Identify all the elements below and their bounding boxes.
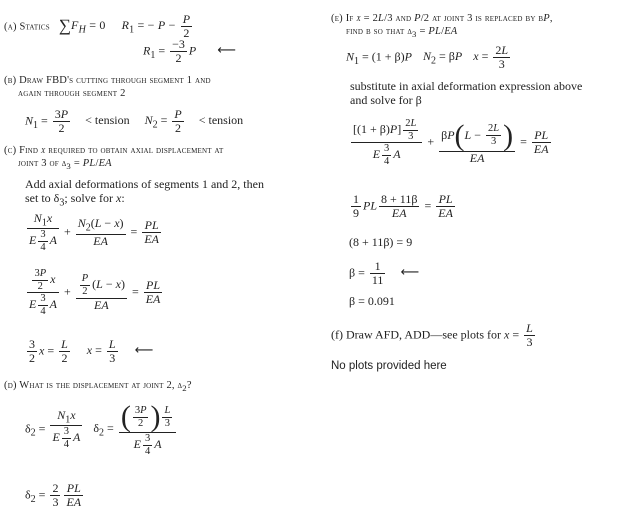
section-c-text-1: Add axial deformations of segments 1 and 2, then	[25, 177, 264, 191]
section-a-result: $R_1$ = $\frac{-3}{2}$ P ⟵	[143, 37, 236, 66]
section-e-text-2: and solve for β	[350, 93, 422, 107]
left-arrow-icon: ⟵	[217, 43, 236, 59]
section-c-eq-2: $\frac{3P}{2}$ x E $\frac{3}{4}$ A + $\frac{P}{2}$ (L − x) EA = $\frac{PL}{EA}$	[29, 268, 161, 317]
sigma-icon: ∑	[58, 16, 72, 36]
section-f-label: (f) Draw AFD, ADD—see plots for x = $\frac{L}{3}$	[331, 321, 533, 350]
section-d-label: (d) What is the displacement at joint 2, $\delta_2$?	[4, 380, 192, 394]
section-d-eq-2: $\delta_2$ = $\frac{2}{3}$ $\frac{PL}{EA}$	[25, 481, 82, 510]
section-c-label-2: joint 3 of $\delta_3 = PL/EA$	[18, 158, 112, 172]
section-b-forces: $N_1$ = $\frac{3P}{2}$ < tension $N_2$ = $\frac{P}{2}$ < tension	[25, 107, 244, 136]
section-e-eq-1: $N_1 = (1 + \beta)P$ $N_2 = \beta P$ x = $\frac{2L}{3}$	[346, 43, 509, 72]
section-c-label: (c) Find x required to obtain axial displacement at	[4, 145, 224, 156]
section-e-eq-5: β = $\frac{1}{11}$ ⟵	[349, 259, 420, 288]
section-d-eq-1: $\delta_2$ = $N_1x$ E $\frac{3}{4}$ A $\delta_2$ = ( $\frac{3P}{2}$ ) $\frac{L}{3}$ E $\frac{3}{4}$ A	[25, 402, 178, 457]
section-f-note: No plots provided here	[331, 360, 447, 372]
left-arrow-icon: ⟵	[400, 265, 420, 281]
section-e-eq-2: [(1 + β)P] $\frac{2L}{3}$ E $\frac{3}{4}$ A + βP(L − $\frac{2L}{3}$ ) EA = $\frac{PL}{EA}$	[353, 118, 549, 167]
left-arrow-icon: ⟵	[134, 343, 154, 359]
section-e-label: (e) If x = 2L/3 and P/2 at joint 3 is replaced by βP,	[331, 13, 553, 24]
section-b-label-2: again through segment 2	[18, 88, 126, 99]
section-b-label: (b) Draw FBD's cutting through segment 1 and	[4, 75, 211, 86]
section-e-eq-3: $\frac{1}{9}$ PL $\frac{8 + 11\beta}{EA}$ = $\frac{PL}{EA}$	[353, 192, 453, 221]
section-e-eq-4: (8 + 11β) = 9	[349, 235, 413, 249]
section-e-text-1: substitute in axial deformation expression above	[350, 79, 583, 93]
section-c-eq-1: $N_1x$ E $\frac{3}{4}$ A + $\frac{N_2(L - x)}{EA}$ = $\frac{PL}{EA}$	[29, 211, 159, 253]
section-e-label-2: find β so that $\delta_3 = PL/EA$	[346, 26, 458, 40]
section-c-text-2: set to $\delta_3$; solve for x:	[25, 191, 125, 209]
section-e-eq-6: β = 0.091	[349, 294, 395, 308]
section-a-equation: (a) Statics $\sum F_H = 0$ $R_1$ = − P − $\frac{P}{2}$	[4, 12, 191, 41]
section-c-eq-3: $\frac{3}{2}$ x = $\frac{L}{2}$ x = $\frac{L}{3}$ ⟵	[29, 337, 154, 366]
